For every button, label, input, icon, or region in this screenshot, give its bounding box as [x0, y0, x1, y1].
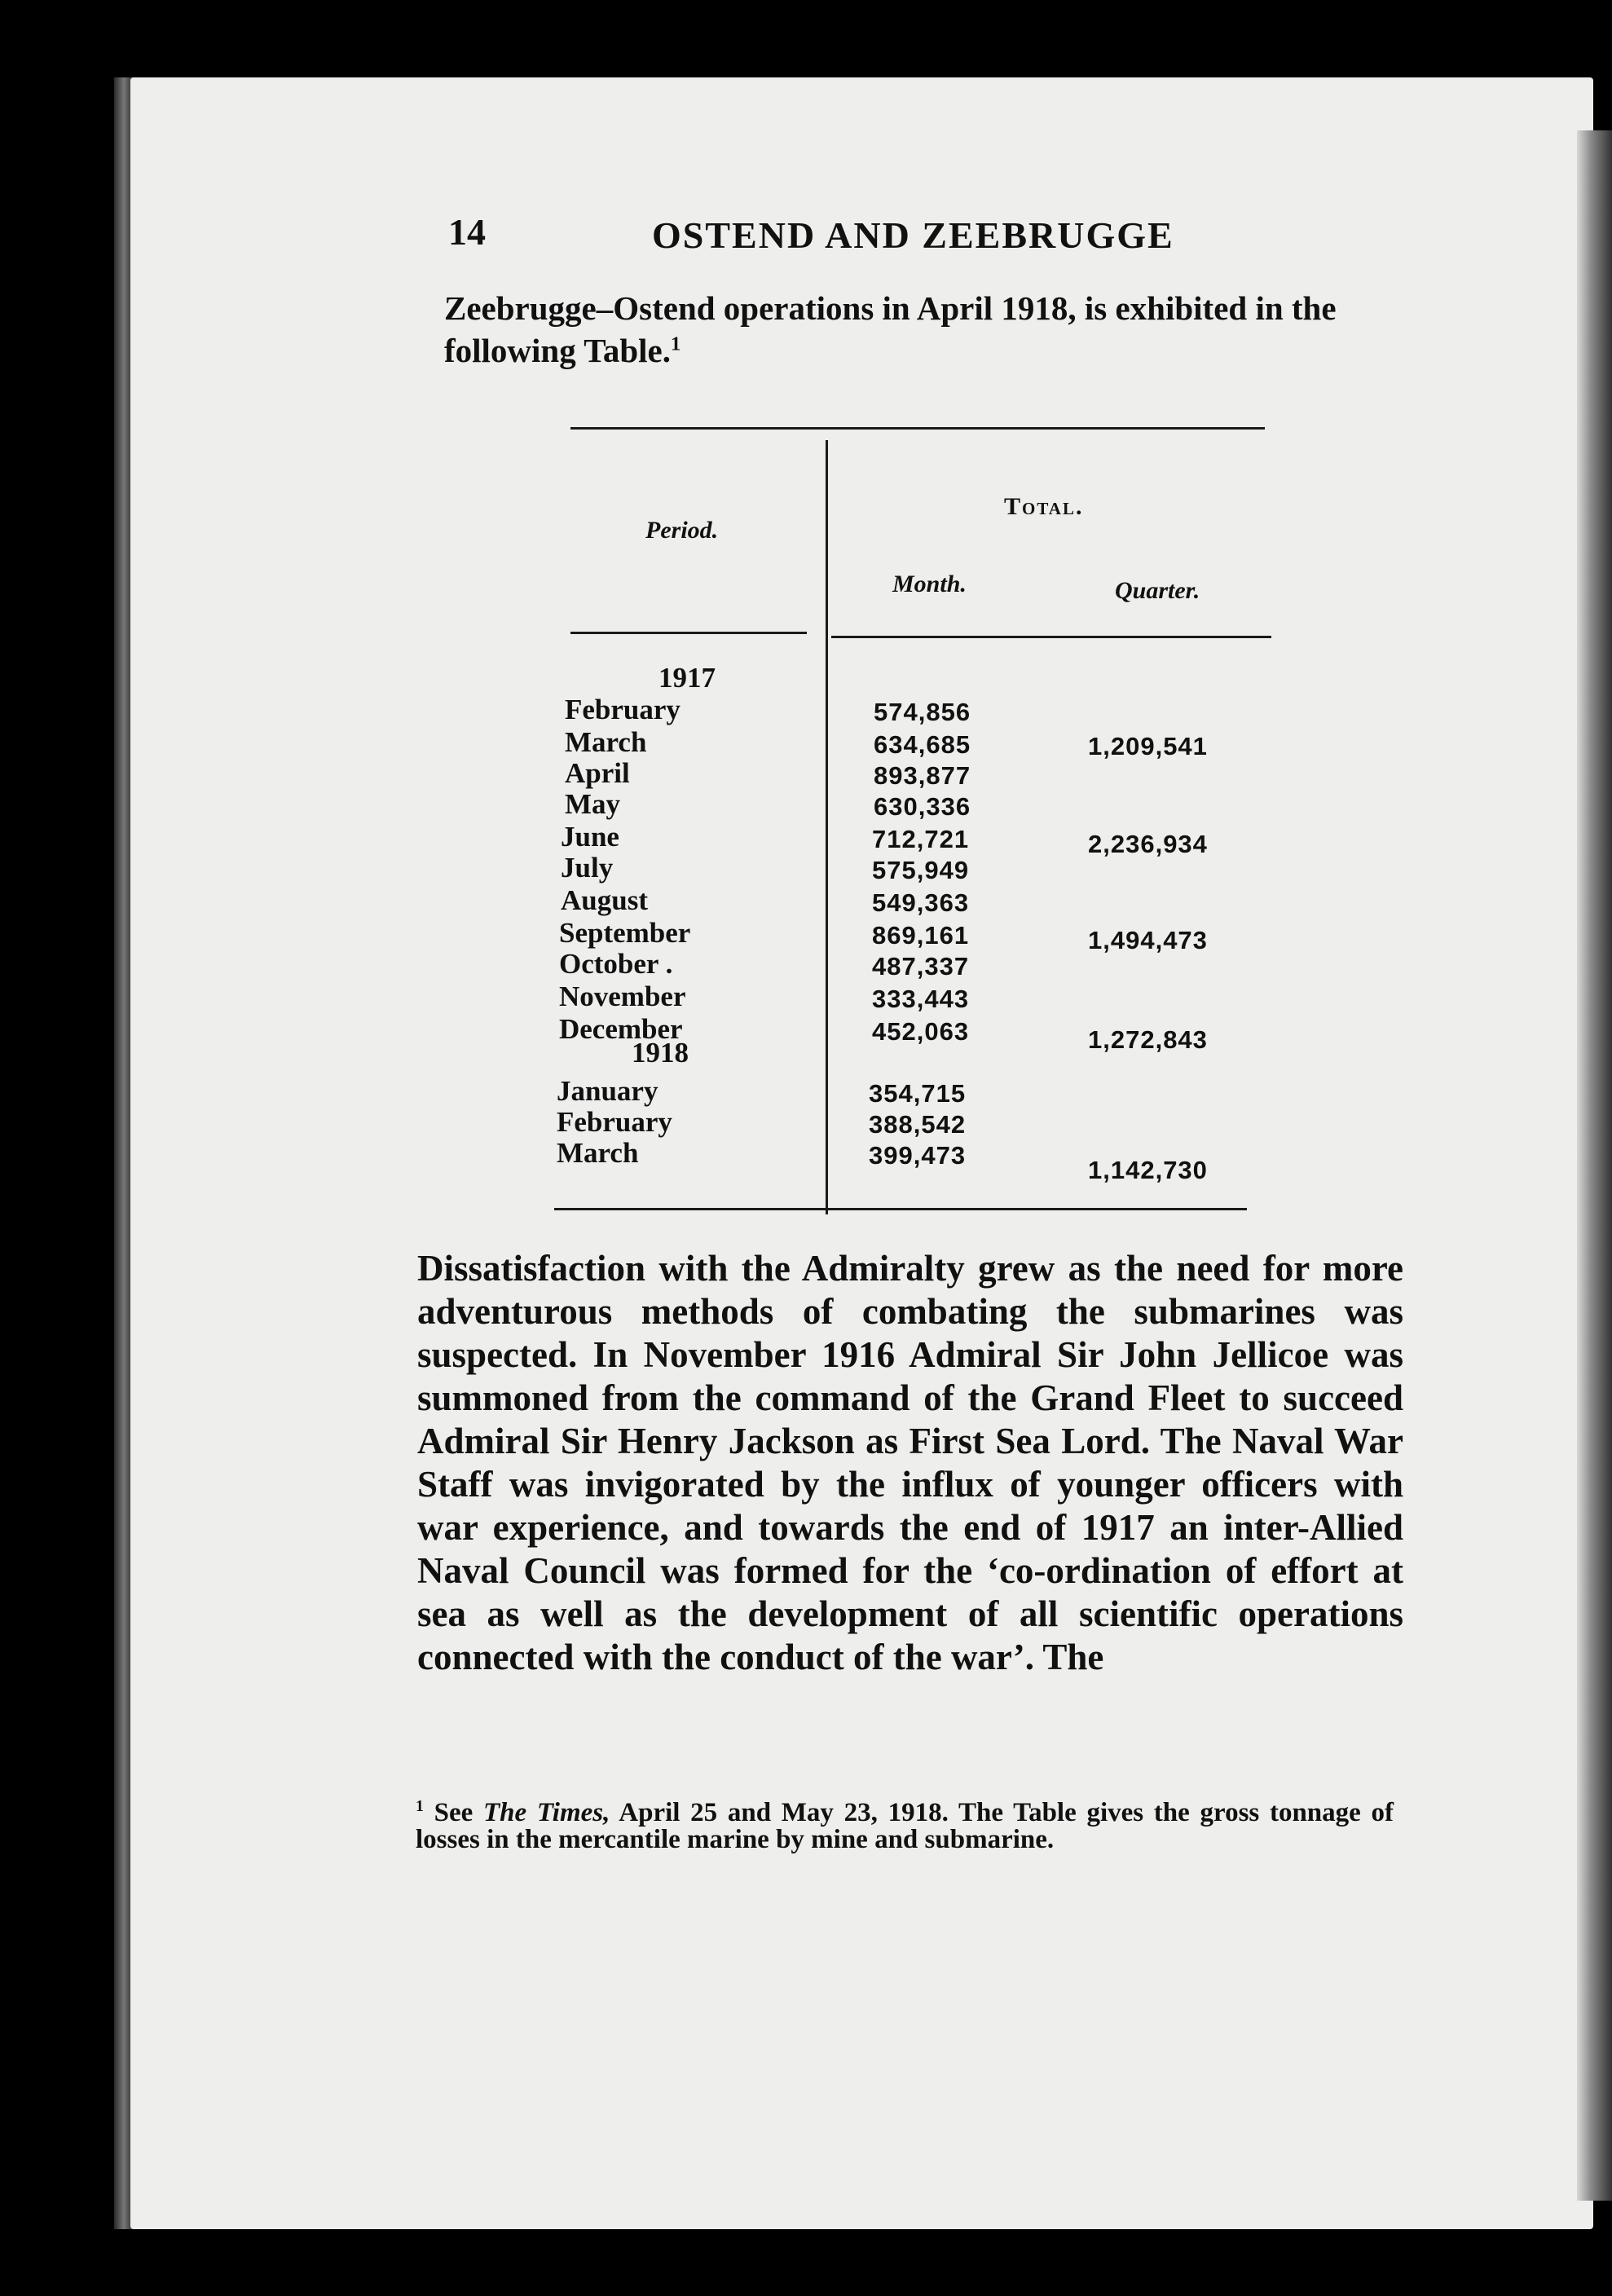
month-cell: 549,363 [872, 888, 970, 917]
header-rule-right [831, 636, 1271, 638]
footnote-reference: 1 [670, 333, 681, 355]
footnote [416, 1797, 1394, 1854]
month-cell: 574,856 [874, 698, 971, 726]
period-cell: December [559, 1013, 683, 1045]
table-column-divider [826, 440, 828, 1214]
book-page [130, 77, 1593, 2229]
period-cell: September [559, 917, 691, 949]
month-cell: 575,949 [872, 856, 970, 884]
quarter-header: Quarter. [1115, 577, 1200, 604]
table-top-rule [570, 427, 1265, 430]
period-cell: October . [559, 948, 673, 980]
month-cell: 869,161 [872, 921, 970, 950]
month-cell: 712,721 [872, 825, 970, 853]
running-title: OSTEND AND ZEEBRUGGE [652, 214, 1174, 256]
month-cell: 634,685 [874, 730, 971, 759]
table-bottom-rule [554, 1208, 1247, 1210]
period-cell: February [565, 694, 680, 725]
month-header: Month. [892, 571, 967, 597]
period-cell: June [561, 821, 619, 853]
month-cell: 333,443 [872, 985, 970, 1013]
month-cell: 388,542 [869, 1110, 967, 1139]
quarter-cell: 2,236,934 [1088, 830, 1208, 858]
month-cell: 452,063 [872, 1017, 970, 1046]
period-cell: May [565, 788, 621, 820]
header-rule-left [570, 632, 807, 634]
month-cell: 893,877 [874, 761, 971, 790]
period-header: Period. [645, 517, 719, 544]
period-cell: February [557, 1106, 672, 1138]
period-cell: April [565, 757, 630, 789]
period-cell: March [565, 726, 647, 758]
quarter-cell: 1,142,730 [1088, 1156, 1208, 1184]
month-cell: 399,473 [869, 1141, 967, 1170]
month-cell: 487,337 [872, 952, 970, 981]
page-number: 14 [448, 211, 486, 253]
body-paragraph: Dissatisfaction with the Admiralty grew as the need for more adventurous methods of combating the submarines was suspected. In November 1916 Admiral Sir John Jellicoe was summoned from the command of the Grand Fleet to succeed Admiral Sir Henry Jackson as First Sea Lord. The Naval War Staff was invigorated by the influx of younger officers with war experience, and towards the end of 1917 an inter-Allied Naval Council was formed for the ‘co-ordination of effort at sea as well as the development of all scientific operations connected with the conduct of the war’. The [417, 1248, 1403, 1677]
intro-paragraph [444, 287, 1434, 372]
month-cell: 630,336 [874, 792, 971, 821]
page-edge-right [1577, 130, 1612, 2201]
month-cell: 354,715 [869, 1079, 967, 1108]
footnote-mark: 1 [416, 1797, 424, 1815]
total-header: Total. [1004, 493, 1084, 520]
year-heading: 1917 [658, 662, 716, 694]
period-cell: August [561, 884, 648, 916]
quarter-cell: 1,272,843 [1088, 1025, 1208, 1054]
quarter-cell: 1,209,541 [1088, 732, 1208, 760]
period-cell: March [557, 1137, 639, 1169]
period-cell: July [561, 852, 614, 884]
footnote-prefix: See [434, 1798, 473, 1827]
quarter-cell: 1,494,473 [1088, 926, 1208, 954]
year-heading: 1918 [632, 1037, 689, 1069]
footnote-text: April 25 and May 23, 1918. The Table gives the gross tonnage of losses in the mercantile marine by mine and submarine. [416, 1798, 1394, 1854]
period-cell: January [557, 1075, 658, 1107]
intro-text: Zeebrugge–Ostend operations in April 1918, is exhibited in the following Table. [444, 289, 1337, 369]
footnote-source: The Times, [482, 1798, 610, 1827]
period-cell: November [559, 981, 686, 1012]
